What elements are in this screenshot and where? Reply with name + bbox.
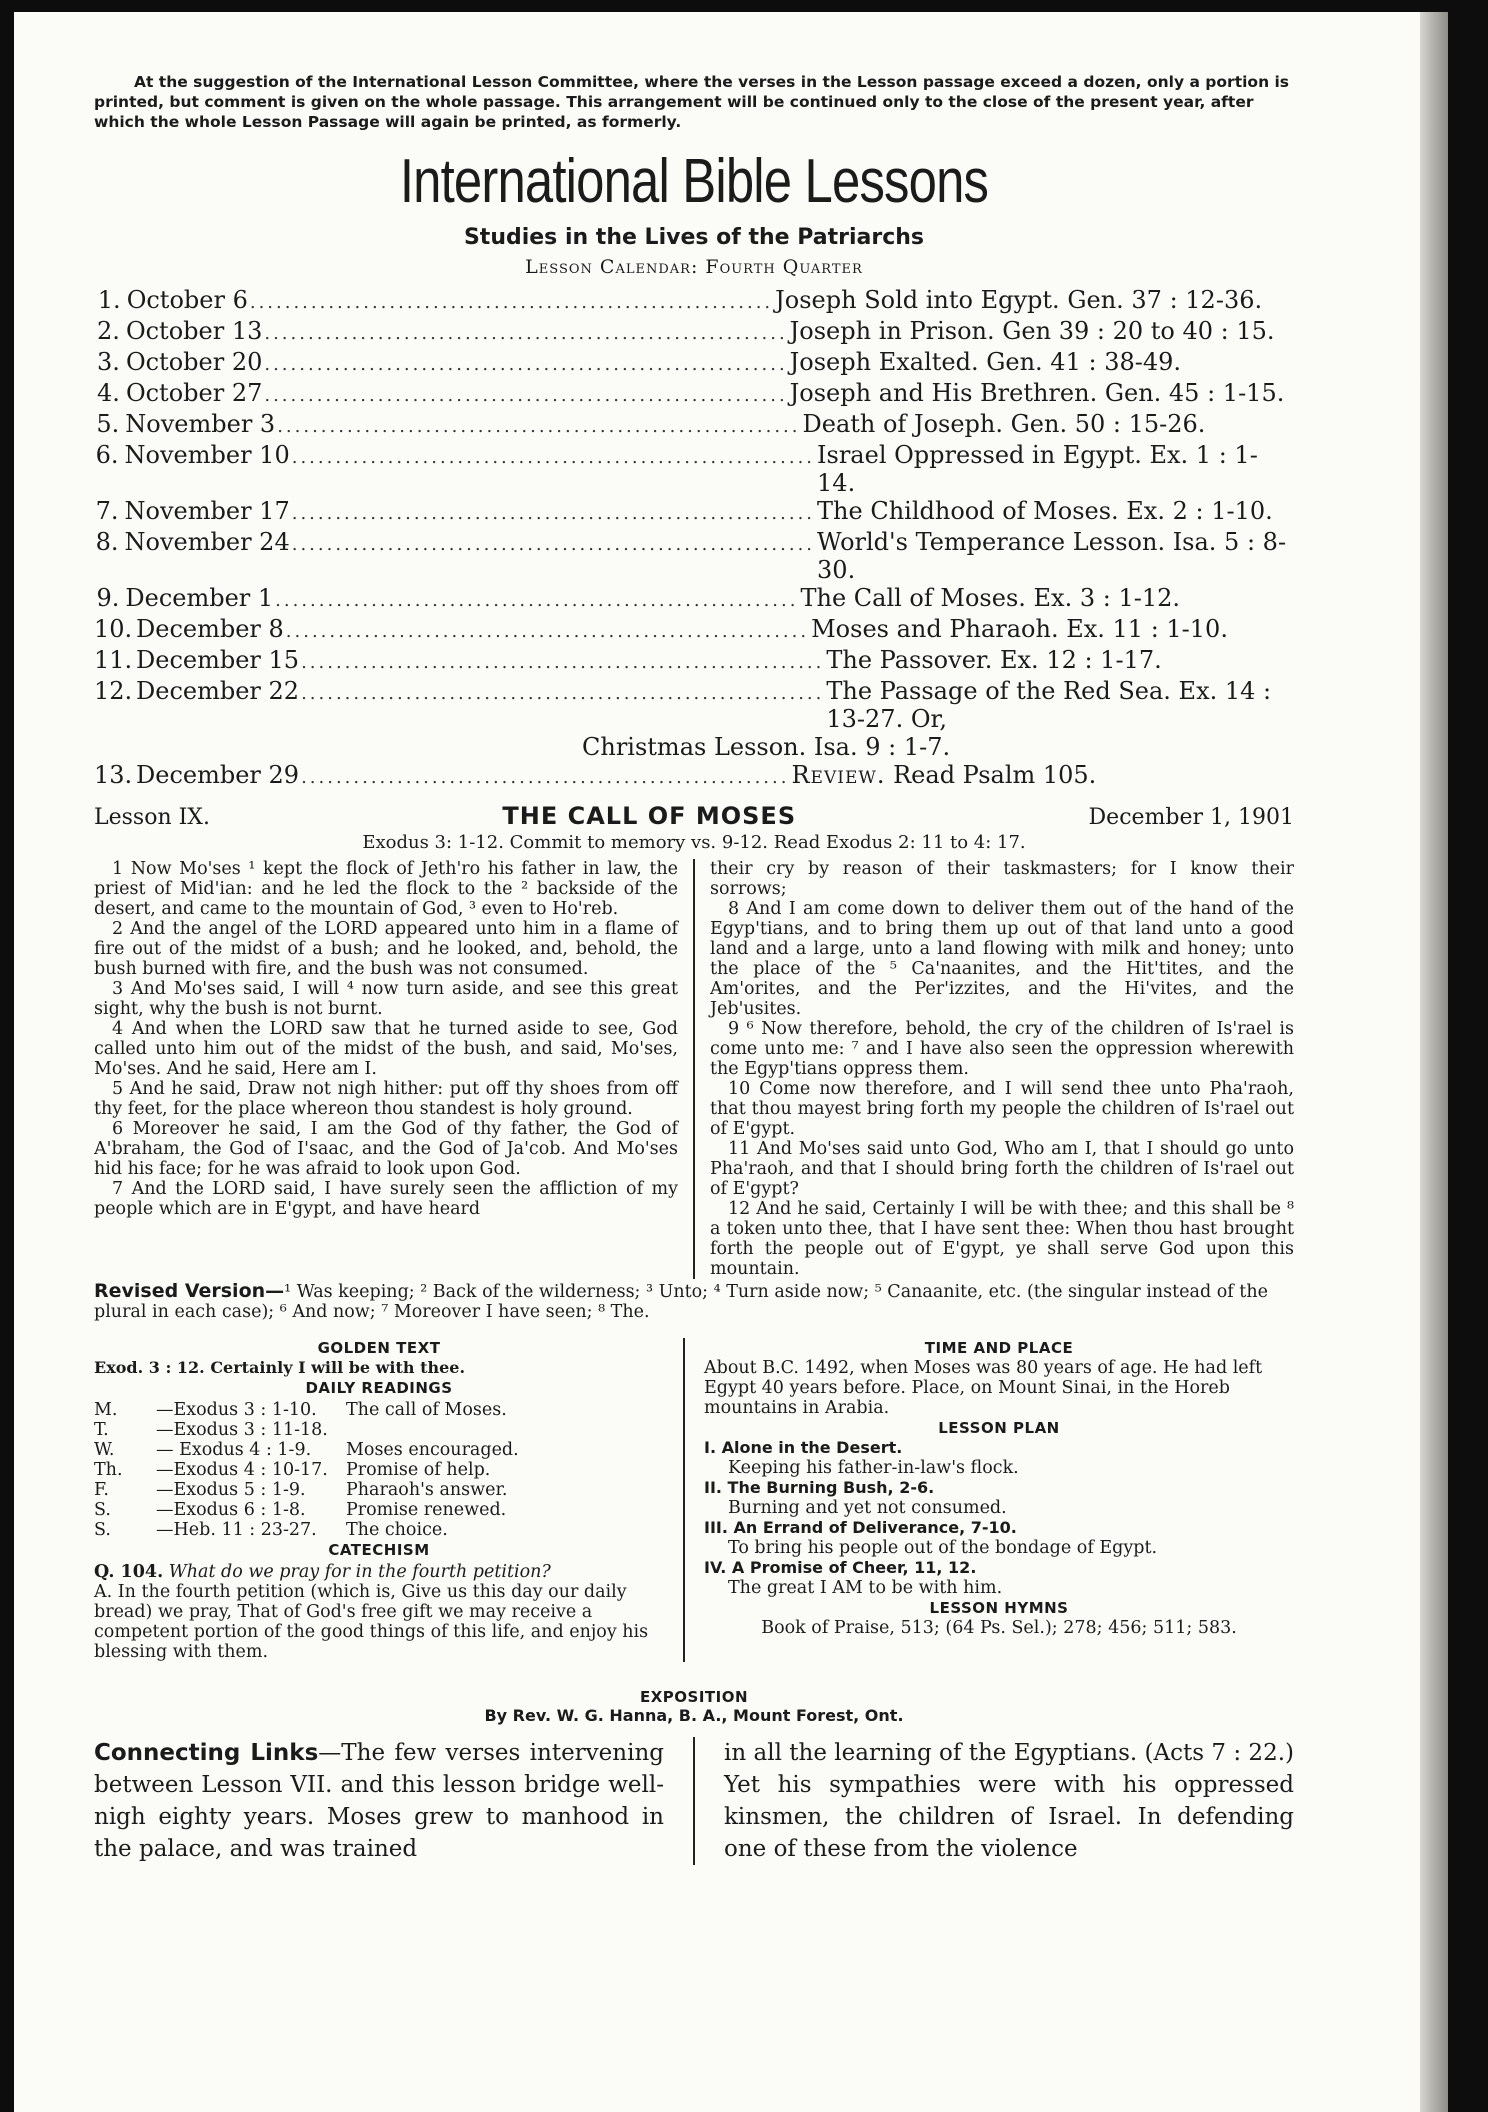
revised-version-label: Revised Version— [94,1280,285,1302]
reading-reference: —Exodus 6 : 1-8. [156,1500,306,1520]
leader-dots: ............................................................ [301,652,825,673]
scripture-columns [94,859,1294,1279]
reading-day: W. [94,1440,115,1460]
page-edge [1420,12,1448,2112]
reading-day: M. [94,1400,118,1420]
daily-reading-row [94,1500,664,1520]
calendar-lesson: The Call of Moses. Ex. 3 : 1-12. [800,584,1180,612]
lesson-plan-subpoint: Keeping his father-in-law's flock. [728,1458,1019,1478]
calendar-row [94,348,1294,379]
scripture-verse: 2 And the angel of the LORD appeared unto him in a flame of fire out of the midst of a bush; and he looked, and, behold, the bush burned with fire, and the bush was not consumed. [94,919,678,979]
leader-dots: ............................................................ [277,416,801,437]
lesson-plan-point: I. Alone in the Desert. [704,1438,903,1457]
calendar-continuation: Christmas Lesson. Isa. 9 : 1-7. [582,733,951,761]
calendar-date: December 22 [136,677,300,705]
daily-reading-row [94,1400,664,1420]
lesson-plan-list [704,1438,1294,1598]
calendar-row-review [94,761,1294,792]
daily-reading-row [94,1460,664,1480]
lesson-plan-subpoint: To bring his people out of the bondage of Egypt. [728,1538,1158,1558]
lesson-calendar [94,286,1294,761]
calendar-date: December 8 [136,615,284,643]
calendar-date: October 13 [125,317,263,345]
exposition-right-column: in all the learning of the Egyptians. (Acts 7 : 22.) Yet his sympathies were with his oppressed kinsmen, the children of Israel. In defending one of these from the violence [724,1740,1294,1862]
exposition-columns [94,1737,1294,1865]
leader-dots: ............................................................ [291,447,816,468]
reading-day: F. [94,1480,109,1500]
calendar-date: October 6 [126,286,248,314]
leader-dots: ............................................................ [291,534,816,555]
reading-day: S. [94,1500,111,1520]
daily-reading-row [94,1480,664,1500]
reading-reference: —Exodus 4 : 10-17. [156,1460,328,1480]
calendar-num: 11. [94,646,133,674]
scripture-verse: 4 And when the LORD saw that he turned aside to see, God called unto him out of the midst of the bush, and said, Mo'ses, Mo'ses. And he said, Here am I. [94,1019,678,1079]
reading-day: Th. [94,1460,123,1480]
golden-text: Exod. 3 : 12. Certainly I will be with thee. [94,1358,466,1377]
column-divider [683,1338,685,1662]
reading-description: The choice. [346,1520,448,1540]
calendar-lesson: Death of Joseph. Gen. 50 : 15-26. [802,410,1206,438]
leader-dots: ........................................................ [301,767,790,788]
catechism-block [94,1562,664,1662]
scripture-verse: 5 And he said, Draw not nigh hither: put off thy shoes from off thy feet, for the place whereon thou standest is holy ground. [94,1079,678,1119]
review-lesson: Read Psalm 105. [893,761,1097,789]
daily-readings-list [94,1400,664,1540]
calendar-date: December 29 [136,761,300,789]
calendar-lesson: World's Temperance Lesson. Isa. 5 : 8-30. [817,528,1287,584]
calendar-lesson [791,761,1294,789]
calendar-row [94,646,1294,677]
time-place-text: About B.C. 1492, when Moses was 80 years of age. He had left Egypt 40 years before. Place, on Mount Sinai, in the Horeb mountains in Arabia. [704,1358,1263,1418]
lesson-hymns-text: Book of Praise, 513; (64 Ps. Sel.); 278; 456; 511; 583. [761,1618,1237,1638]
calendar-num: 9. [96,584,120,612]
reading-description [346,1420,664,1440]
lesson-number: Lesson IX. [94,805,210,830]
reading-day: S. [94,1520,111,1540]
scripture-verse: 10 Come now therefore, and I will send thee unto Pha'raoh, that thou mayest bring forth my people the children of Is'rael out of E'gypt. [710,1079,1294,1139]
leader-dots: ............................................................ [264,323,788,344]
calendar-num: 13. [94,761,133,789]
lesson-date: December 1, 1901 [1088,805,1294,830]
golden-text-heading: GOLDEN TEXT [317,1339,441,1357]
calendar-lesson: Joseph Sold into Egypt. Gen. 37 : 12-36. [775,286,1263,314]
lesson-helps [94,1338,1294,1662]
daily-readings-heading: DAILY READINGS [305,1379,453,1397]
calendar-row [94,677,1294,733]
lesson-title: THE CALL OF MOSES [502,802,797,830]
helps-right-column [704,1338,1294,1662]
document-page [14,12,1448,2112]
scripture-verse: their cry by reason of their taskmasters; for I know their sorrows; [710,859,1294,899]
reading-reference: —Exodus 3 : 1-10. [156,1400,317,1420]
calendar-lesson: Joseph in Prison. Gen 39 : 20 to 40 : 15. [789,317,1275,345]
calendar-date: December 1 [125,584,274,612]
scripture-verse: 6 Moreover he said, I am the God of thy father, the God of A'braham, the God of I'saac, and the God of Ja'cob. And Mo'ses hid his face; for he was afraid to look upon God. [94,1119,678,1179]
scripture-verse: 12 And he said, Certainly I will be with thee; and this shall be ⁸ a token unto thee, that I have sent thee: When thou hast brought forth the people out of E'gypt, ye shall serve God upon this mountain. [710,1199,1294,1279]
committee-notice: At the suggestion of the International Lesson Committee, where the verses in the Lesson passage exceed a dozen, only a portion is printed, but comment is given on the whole passage. This arrangement will be continued only to the close of the present year, after which the whole Lesson Passage will again be printed, as formerly. [94,73,1290,131]
daily-reading-row [94,1520,664,1540]
calendar-date: November 10 [124,441,290,469]
calendar-lesson: Israel Oppressed in Egypt. Ex. 1 : 1-14. [817,441,1258,497]
reading-reference: —Exodus 3 : 11-18. [156,1420,328,1440]
revised-version-text: ¹ Was keeping; ² Back of the wilderness; ³ Unto; ⁴ Turn aside now; ⁵ Canaanite, etc. (the singular instead of the plural in each case); ⁶ And now; ⁷ Moreover I have seen; ⁸ The. [94,1282,1268,1322]
calendar-row [94,317,1294,348]
lesson-plan-subpoint: Burning and yet not consumed. [728,1498,1007,1518]
exposition-heading: EXPOSITION [639,1688,749,1706]
leader-dots: ............................................................ [264,354,788,375]
calendar-date: November 24 [124,528,290,556]
calendar-num: 3. [97,348,120,376]
reading-description: Promise renewed. [346,1500,507,1520]
time-place-heading: TIME AND PLACE [924,1339,1074,1357]
reading-description: Moses encouraged. [346,1440,519,1460]
leader-dots: ............................................................ [285,621,810,642]
reading-description: Promise of help. [346,1460,491,1480]
catechism-question: What do we pray for in the fourth petition? [168,1562,551,1582]
exposition-left-column [94,1737,664,1865]
leader-dots: ............................................................ [249,292,774,313]
exposition-left-text: —The few verses intervening between Lesson VII. and this lesson bridge well-nigh eighty years. Moses grew to manhood in the palace, and was trained [94,1740,664,1862]
catechism-answer: A. In the fourth petition (which is, Give us this day our daily bread) we pray, That of God's free gift we may receive a competent portion of the good things of this life, and enjoy his blessing with them. [94,1582,649,1662]
calendar-row-continuation [94,733,1294,761]
catechism-heading: CATECHISM [328,1541,430,1559]
lesson-plan-point: IV. A Promise of Cheer, 11, 12. [704,1558,977,1577]
calendar-num: 2. [97,317,120,345]
exposition-lead-in: Connecting Links [94,1740,319,1766]
reading-reference: —Heb. 11 : 23-27. [156,1520,317,1540]
calendar-row [94,410,1294,441]
calendar-num: 6. [95,441,119,469]
lesson-text-line: Exodus 3: 1-12. Commit to memory vs. 9-12. Read Exodus 2: 11 to 4: 17. [362,832,1026,853]
reading-day: T. [94,1420,109,1440]
exposition-author: By Rev. W. G. Hanna, B. A., Mount Forest, Ont. [484,1706,904,1725]
scripture-right-column [710,859,1294,1279]
calendar-num: 1. [97,286,121,314]
leader-dots: ............................................................ [291,503,816,524]
lesson-plan-subpoint: The great I AM to be with him. [728,1578,1003,1598]
calendar-row [94,584,1294,615]
scripture-left-column [94,859,678,1279]
lesson-plan-heading: LESSON PLAN [938,1419,1060,1437]
column-divider [693,859,695,1279]
calendar-row [94,379,1294,410]
scripture-verse: 1 Now Mo'ses ¹ kept the flock of Jeth'ro his father in law, the priest of Mid'ian: and he led the flock to the ² backside of the desert, and came to the mountain of God, ³ even to Ho'reb. [94,859,678,919]
page-subtitle: Studies in the Lives of the Patriarchs [463,225,925,250]
calendar-row [94,615,1294,646]
calendar-date: October 27 [125,379,263,407]
reading-description: Pharaoh's answer. [346,1480,508,1500]
calendar-num: 5. [96,410,120,438]
calendar-lesson: Joseph Exalted. Gen. 41 : 38-49. [789,348,1182,376]
lesson-plan-point: III. An Errand of Deliverance, 7-10. [704,1518,1017,1537]
calendar-row [94,441,1294,497]
scripture-verse: 11 And Mo'ses said unto God, Who am I, that I should go unto Pha'raoh, and that I should bring forth the children of Is'rael out of E'gypt? [710,1139,1294,1199]
calendar-lesson: Moses and Pharaoh. Ex. 11 : 1-10. [811,615,1228,643]
calendar-lesson: The Childhood of Moses. Ex. 2 : 1-10. [817,497,1273,525]
page-content [94,72,1294,1865]
daily-reading-row [94,1440,664,1460]
scripture-verse: 3 And Mo'ses said, I will ⁴ now turn aside, and see this great sight, why the bush is not burnt. [94,979,678,1019]
helps-left-column [94,1338,664,1662]
calendar-lesson: Joseph and His Brethren. Gen. 45 : 1-15. [789,379,1285,407]
lesson-header [94,802,1294,830]
page-title: International Bible Lessons [399,147,989,216]
leader-dots: ............................................................ [264,385,788,406]
calendar-date: November 3 [125,410,276,438]
scripture-verse: 7 And the LORD said, I have surely seen the affliction of my people which are in E'gypt, and have heard [94,1179,678,1219]
calendar-row [94,497,1294,528]
exposition-section [94,1688,1294,1865]
revised-version-notes [94,1281,1294,1322]
calendar-lesson: The Passover. Ex. 12 : 1-17. [826,646,1162,674]
calendar-num: 12. [94,677,133,705]
leader-dots: ............................................................ [275,590,799,611]
scripture-verse: 8 And I am come down to deliver them out of the hand of the Egyp'tians, and to bring them up out of that land unto a good land and a large, unto a land flowing with milk and honey; unto the place of the ⁵ Ca'naanites, and the Hit'tites, and the Am'orites, and the Per'izzites, and the Hi'vites, and the Jeb'usites. [710,899,1294,1019]
calendar-row [94,286,1294,317]
column-divider [693,1737,695,1865]
calendar-lesson: The Passage of the Red Sea. Ex. 14 : 13-27. Or, [826,677,1272,733]
calendar-num: 7. [95,497,119,525]
calendar-date: November 17 [124,497,290,525]
reading-description: The call of Moses. [346,1400,507,1420]
daily-reading-row [94,1420,664,1440]
lesson-plan-point: II. The Burning Bush, 2-6. [704,1478,935,1497]
leader-dots: ............................................................ [301,683,825,704]
calendar-date: December 15 [136,646,300,674]
calendar-row [94,528,1294,584]
reading-reference: —Exodus 5 : 1-9. [156,1480,306,1500]
reading-reference: — Exodus 4 : 1-9. [156,1440,312,1460]
lesson-hymns-heading: LESSON HYMNS [929,1599,1069,1617]
calendar-num: 4. [97,379,120,407]
calendar-num: 10. [94,615,133,643]
calendar-heading: Lesson Calendar: Fourth Quarter [525,256,863,278]
scripture-verse: 9 ⁶ Now therefore, behold, the cry of the children of Is'rael is come unto me: ⁷ and I have also seen the oppression wherewith the Egyp'tians oppress them. [710,1019,1294,1079]
review-word: Review. [791,761,886,789]
catechism-question-number: Q. 104. [94,1562,164,1582]
calendar-date: October 20 [125,348,263,376]
calendar-num: 8. [95,528,119,556]
